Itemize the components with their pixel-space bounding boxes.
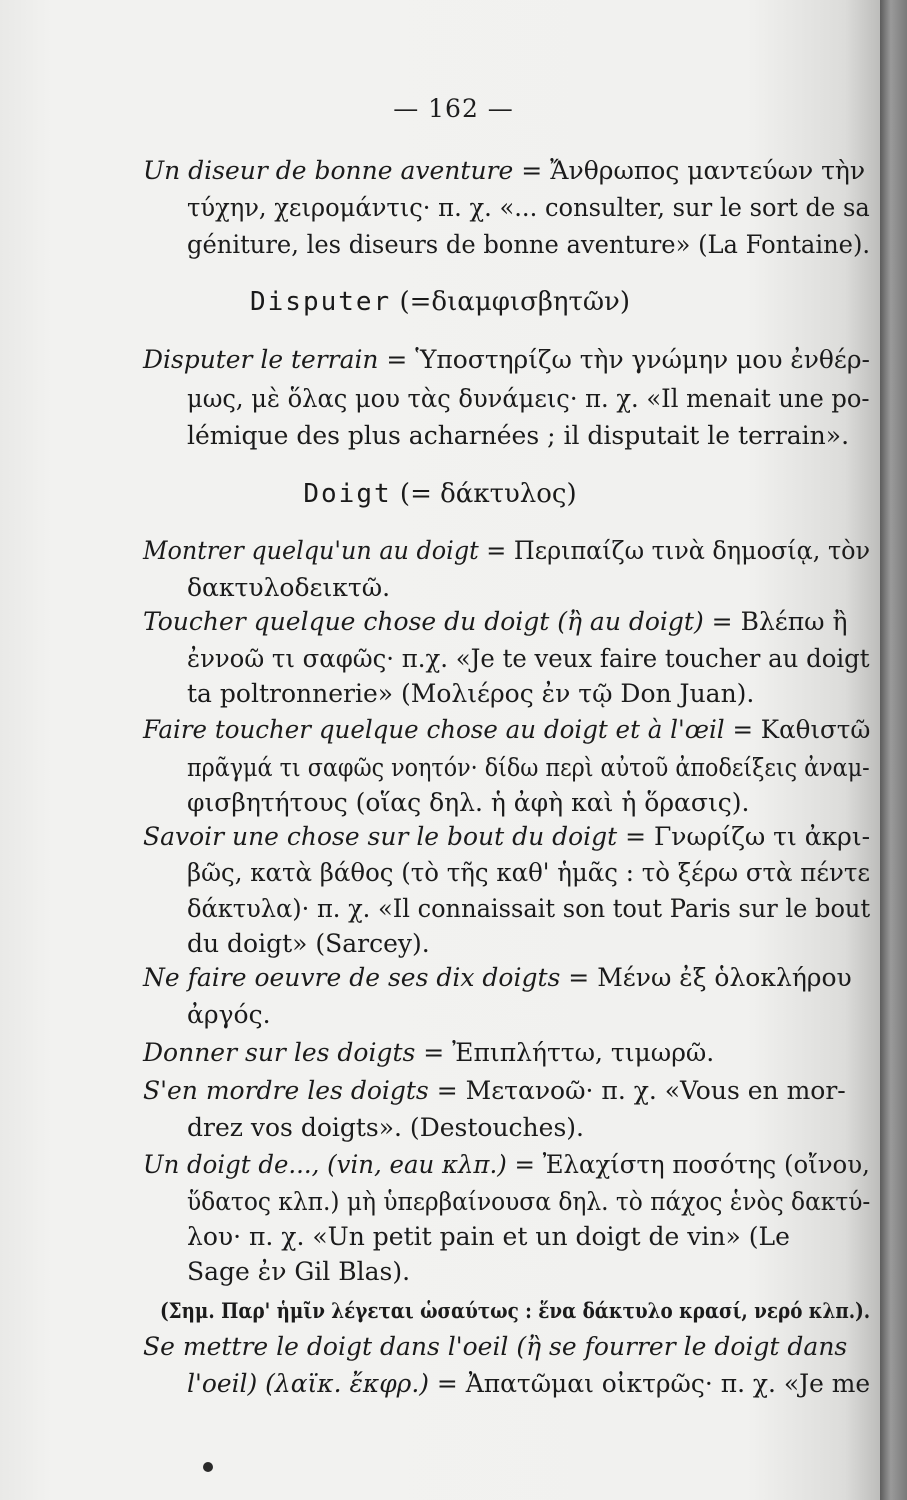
entry-disputer-line-1	[143, 345, 870, 375]
book-spine-shadow	[880, 0, 907, 1500]
entry-un-doigt-line-1	[143, 1150, 870, 1180]
entry-savoir-def-2: βῶς, κατὰ βάθος (τὸ τῆς καθ' ἡμᾶς : τὸ ξέρω στὰ πέντε	[187, 858, 871, 887]
entry-diseur-line-1	[143, 156, 865, 186]
entry-montrer-term: Montrer quelqu'un au doigt	[143, 536, 479, 565]
entry-se-mettre-term-2: l'oeil) (λαϊκ. ἔκφρ.)	[187, 1369, 429, 1398]
entry-donner-def-1: = Ἐπιπλήττω, τιμωρῶ.	[415, 1038, 715, 1067]
entry-un-doigt-def-1: = Ἐλαχίστη ποσότης (οἴνου,	[506, 1150, 870, 1179]
entry-disputer-def-1: = Ὑποστηρίζω τὴν γνώμην μου ἐνθέρ-	[378, 345, 870, 374]
entry-ne-faire-line-1	[143, 963, 852, 993]
entry-diseur-term: Un diseur de bonne aventure	[143, 156, 514, 185]
entry-savoir-def-3: δάκτυλα)· π. χ. «Il connaissait son tout Paris sur le bout	[187, 894, 871, 923]
entry-ne-faire-term: Ne faire oeuvre de ses dix doigts	[143, 963, 561, 992]
entry-faire-toucher-term: Faire toucher quelque chose au doigt et à l'œil	[143, 715, 725, 744]
entry-toucher-def-1: = Βλέπω ἢ	[703, 607, 848, 636]
entry-un-doigt-term: Un doigt de..., (vin, eau κλπ.)	[143, 1150, 507, 1179]
entry-toucher-def-2: ἐννοῶ τι σαφῶς· π.χ. «Je te veux faire toucher au doigt	[187, 644, 870, 673]
entry-toucher-line-1	[143, 607, 847, 637]
entry-toucher-term: Toucher quelque chose du doigt (ἢ au doigt)	[143, 607, 704, 636]
entry-diseur-def-3: géniture, les diseurs de bonne aventure» (La Fontaine).	[187, 230, 871, 259]
entry-se-mettre-line-2	[187, 1369, 870, 1399]
entry-mordre-line-1	[143, 1076, 846, 1106]
entry-savoir-def-1: = Γνωρίζω τι ἀκρι-	[617, 822, 871, 851]
page-number: — 162 —	[393, 94, 514, 123]
entry-montrer-def-2: δακτυλοδεικτῶ.	[187, 573, 391, 602]
entry-mordre-def-1: = Μετανοῶ· π. χ. «Vous en mor-	[428, 1076, 846, 1105]
entry-se-mettre-line-1	[143, 1332, 847, 1362]
entry-montrer-def-1: = Περιπαίζω τινὰ δημοσίᾳ, τὸν	[478, 536, 871, 565]
entry-disputer-term: Disputer le terrain	[143, 345, 379, 374]
heading-doigt-gloss: (= δάκτυλος)	[399, 479, 577, 509]
ink-dot	[203, 1462, 213, 1472]
heading-disputer-word: Disputer	[249, 287, 392, 317]
heading-doigt-word: Doigt	[303, 479, 392, 509]
note-line: (Σημ. Παρ' ἡμῖν λέγεται ὡσαύτως : ἕνα δάκτυλο κρασί, νερό κλπ.).	[160, 1298, 871, 1323]
entry-savoir-term: Savoir une chose sur le bout du doigt	[143, 822, 618, 851]
entry-savoir-line-1	[143, 822, 870, 852]
entry-diseur-def-1: = Ἄνθρωπος μαντεύων τὴν	[513, 156, 866, 185]
entry-mordre-def-2: drez vos doigts». (Destouches).	[187, 1113, 584, 1142]
entry-un-doigt-def-4: Sage ἐν Gil Blas).	[187, 1257, 411, 1286]
entry-se-mettre-term: Se mettre le doigt dans l'oeil (ἢ se fourrer le doigt dans	[143, 1332, 848, 1361]
entry-donner-line-1	[143, 1038, 714, 1068]
section-heading-doigt	[0, 479, 880, 509]
entry-faire-toucher-def-3: φισβητήτους (οἵας δηλ. ἡ ἀφὴ καὶ ἡ ὅρασις).	[187, 788, 750, 817]
entry-mordre-term: S'en mordre les doigts	[143, 1076, 429, 1105]
entry-faire-toucher-line-1	[143, 715, 870, 745]
entry-montrer-line-1	[143, 536, 870, 566]
entry-ne-faire-def-1: = Μένω ἐξ ὁλοκλήρου	[560, 963, 852, 992]
entry-donner-term: Donner sur les doigts	[143, 1038, 416, 1067]
entry-disputer-def-2: μως, μὲ ὅλας μου τὰς δυνάμεις· π. χ. «Il menait une po-	[187, 384, 870, 413]
heading-disputer-gloss: (=διαμφισβητῶν)	[399, 287, 631, 317]
entry-se-mettre-def-2: = Ἀπατῶμαι οἰκτρῶς· π. χ. «Je me	[428, 1369, 871, 1398]
entry-un-doigt-def-3: λου· π. χ. «Un petit pain et un doigt de vin» (Le	[187, 1222, 790, 1251]
entry-faire-toucher-def-2: πρᾶγμά τι σαφῶς νοητόν· δίδω περὶ αὐτοῦ ἀποδείξεις ἀναμ-	[187, 753, 870, 782]
entry-un-doigt-def-2: ὕδατος κλπ.) μὴ ὑπερβαίνουσα δηλ. τὸ πάχος ἑνὸς δακτύ-	[187, 1187, 871, 1216]
entry-faire-toucher-def-1: = Καθιστῶ	[724, 715, 871, 744]
entry-toucher-def-3: ta poltronnerie» (Μολιέρος ἐν τῷ Don Juan).	[187, 679, 755, 708]
section-heading-disputer	[0, 287, 880, 317]
entry-ne-faire-def-2: ἀργός.	[187, 1000, 271, 1029]
entry-diseur-def-2: τύχην, χειρομάντις· π. χ. «... consulter, sur le sort de sa	[187, 193, 870, 222]
entry-disputer-def-3: lémique des plus acharnées ; il disputait le terrain».	[187, 421, 850, 450]
entry-savoir-def-4: du doigt» (Sarcey).	[187, 929, 430, 958]
